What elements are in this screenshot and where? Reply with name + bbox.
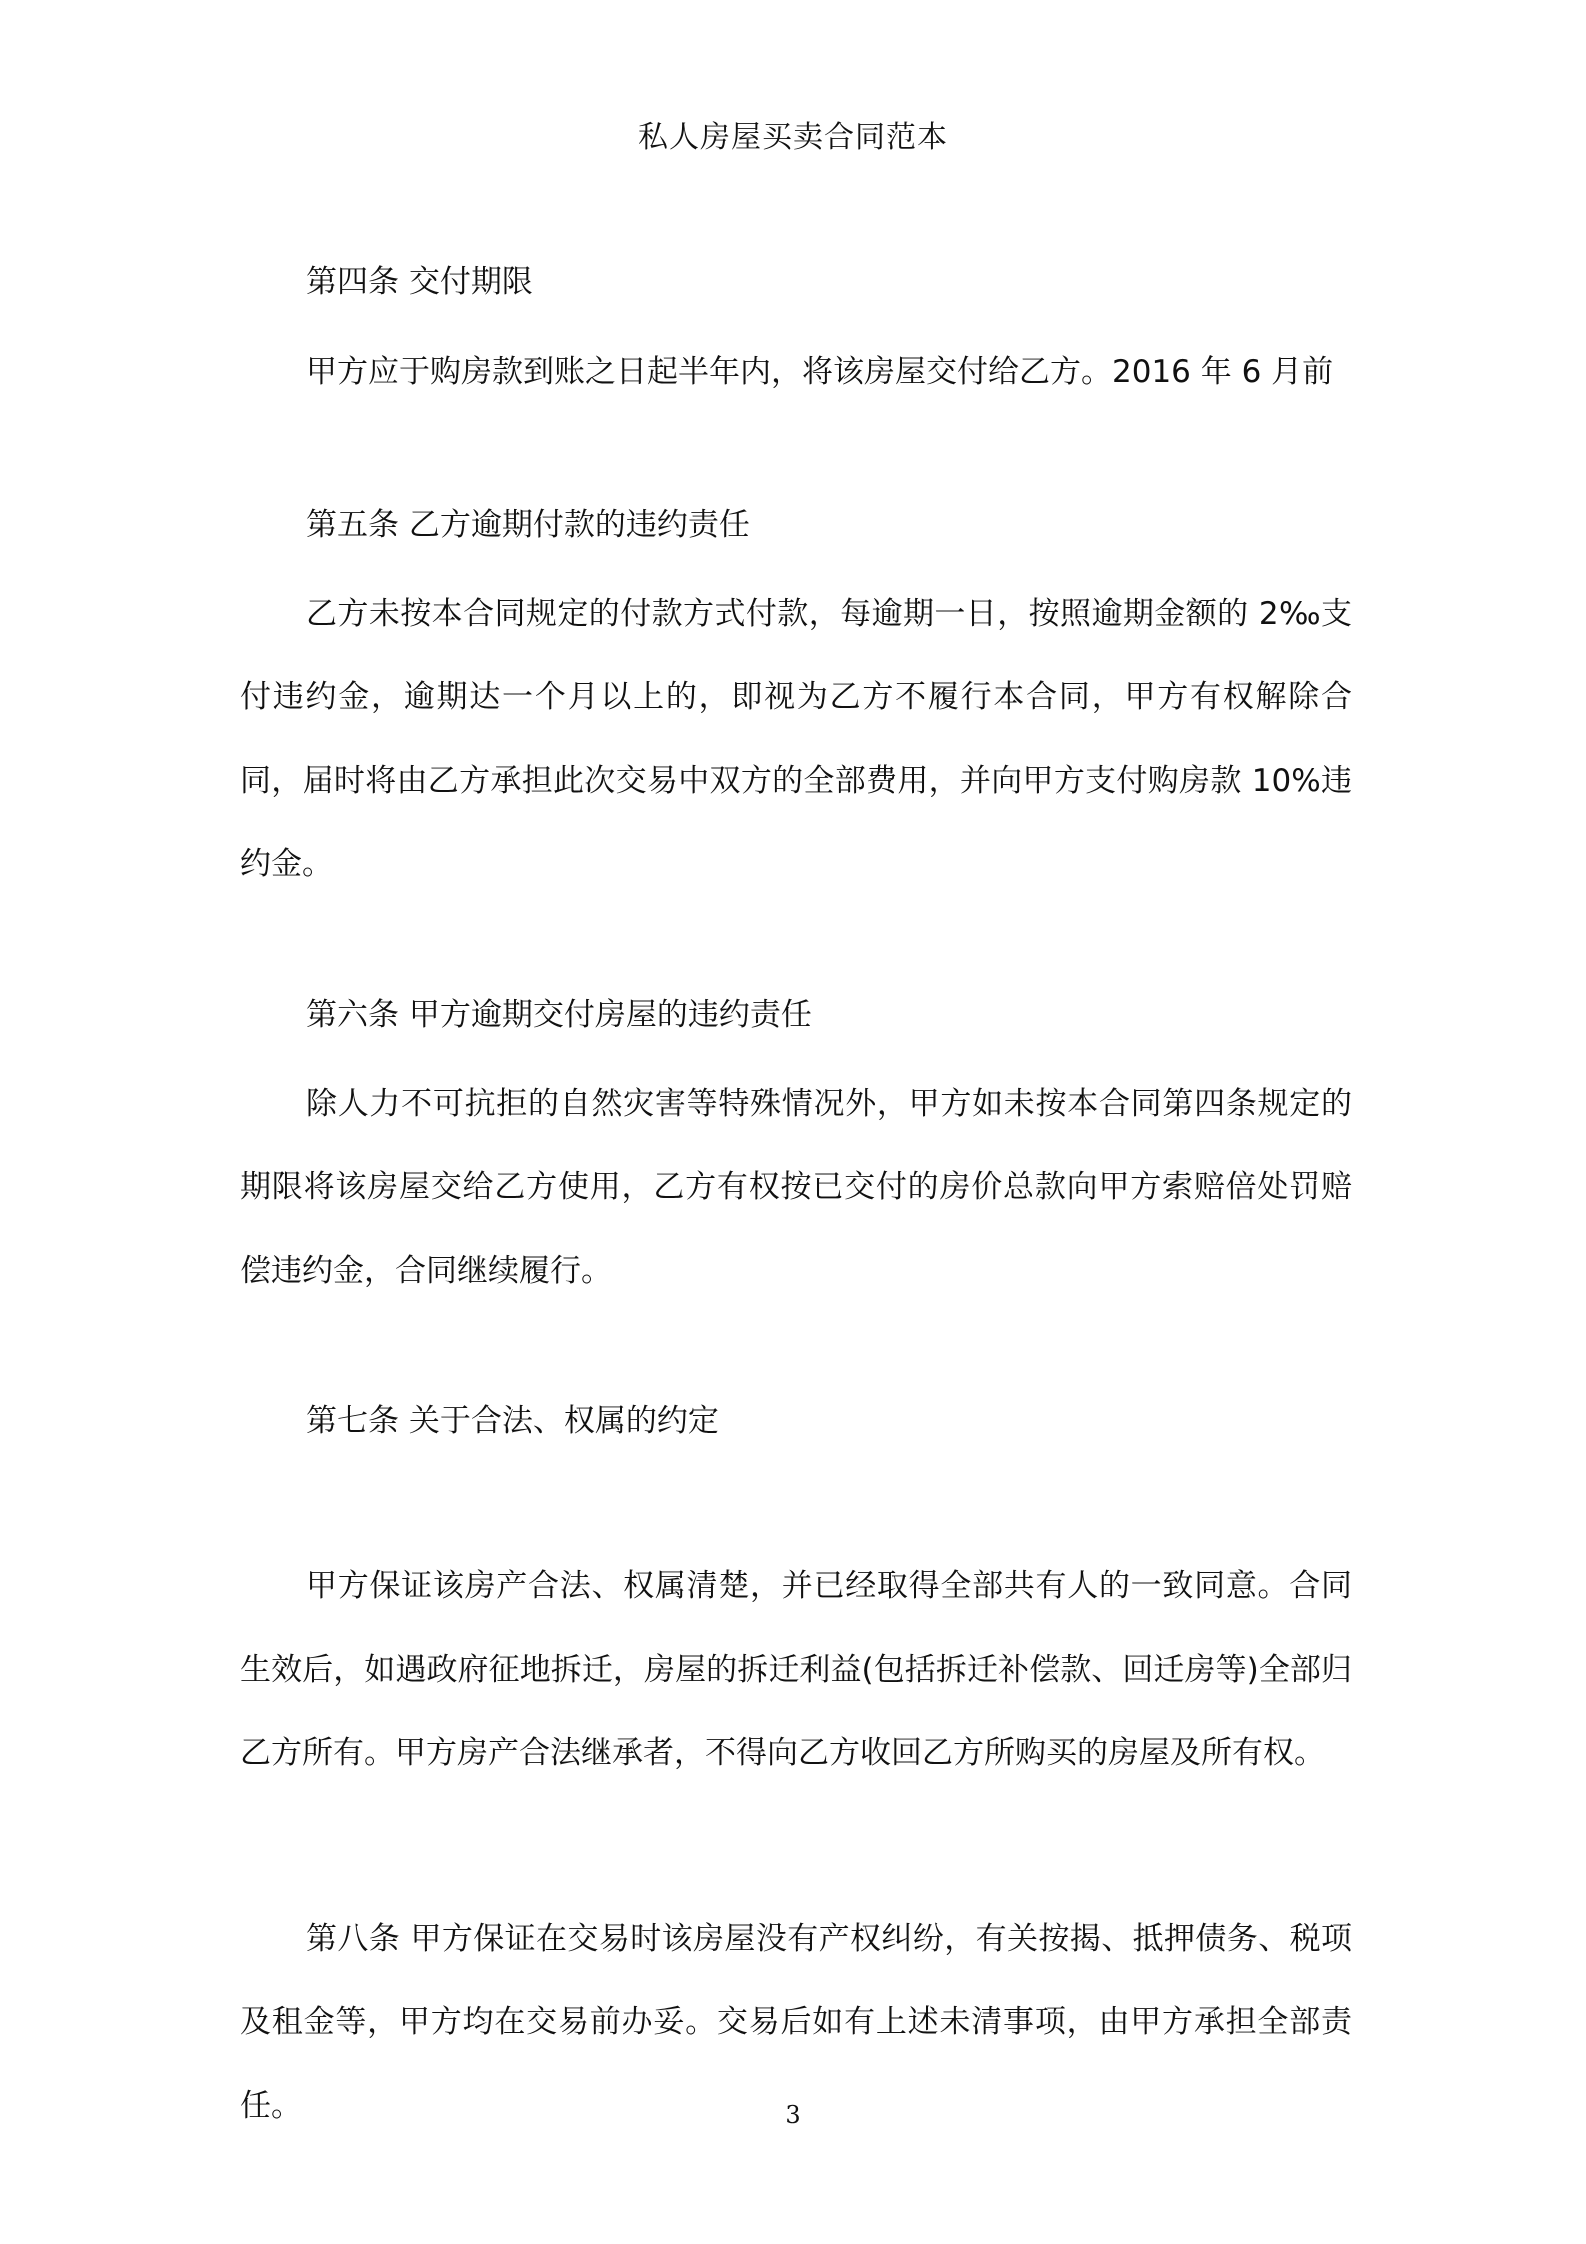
page-number: 3 bbox=[785, 2101, 801, 2129]
article-6-paragraph: 除人力不可抗拒的自然灾害等特殊情况外，甲方如未按本合同第四条规定的期限将该房屋交给乙方使用，乙方有权按已交付的房价总款向甲方索赔倍处罚赔偿违约金，合同继续履行。 bbox=[240, 1085, 1352, 1289]
document-body bbox=[240, 262, 1352, 2148]
article-6-heading: 第六条 甲方逾期交付房屋的违约责任 bbox=[306, 996, 812, 1033]
article-4-heading: 第四条 交付期限 bbox=[306, 264, 533, 300]
document-header-title: 私人房屋买卖合同范本 bbox=[638, 120, 948, 155]
article-7-paragraph: 甲方保证该房产合法、权属清楚，并已经取得全部共有人的一致同意。合同生效后，如遇政府征地拆迁，房屋的拆迁利益(包括拆迁补偿款、回迁房等)全部归乙方所有。甲方房产合法继承者，不得向乙方收回乙方所购买的房屋及所有权。 bbox=[240, 1568, 1352, 1771]
article-4-paragraph: 甲方应于购房款到账之日起半年内，将该房屋交付给乙方。2016 年 6 月前 bbox=[306, 354, 1334, 390]
article-5-heading: 第五条 乙方逾期付款的违约责任 bbox=[306, 506, 750, 543]
article-8-paragraph: 第八条 甲方保证在交易时该房屋没有产权纠纷，有关按揭、抵押债务、税项及租金等，甲方均在交易前办妥。交易后如有上述未清事项，由甲方承担全部责任。 bbox=[240, 1920, 1352, 2124]
article-7-heading: 第七条 关于合法、权属的约定 bbox=[306, 1403, 719, 1439]
article-5-paragraph: 乙方未按本合同规定的付款方式付款，每逾期一日，按照逾期金额的 2‰支付违约金，逾期达一个月以上的，即视为乙方不履行本合同，甲方有权解除合同，届时将由乙方承担此次交易中双方的全部费用，并向甲方支付购房款 10%违约金。 bbox=[240, 595, 1352, 882]
